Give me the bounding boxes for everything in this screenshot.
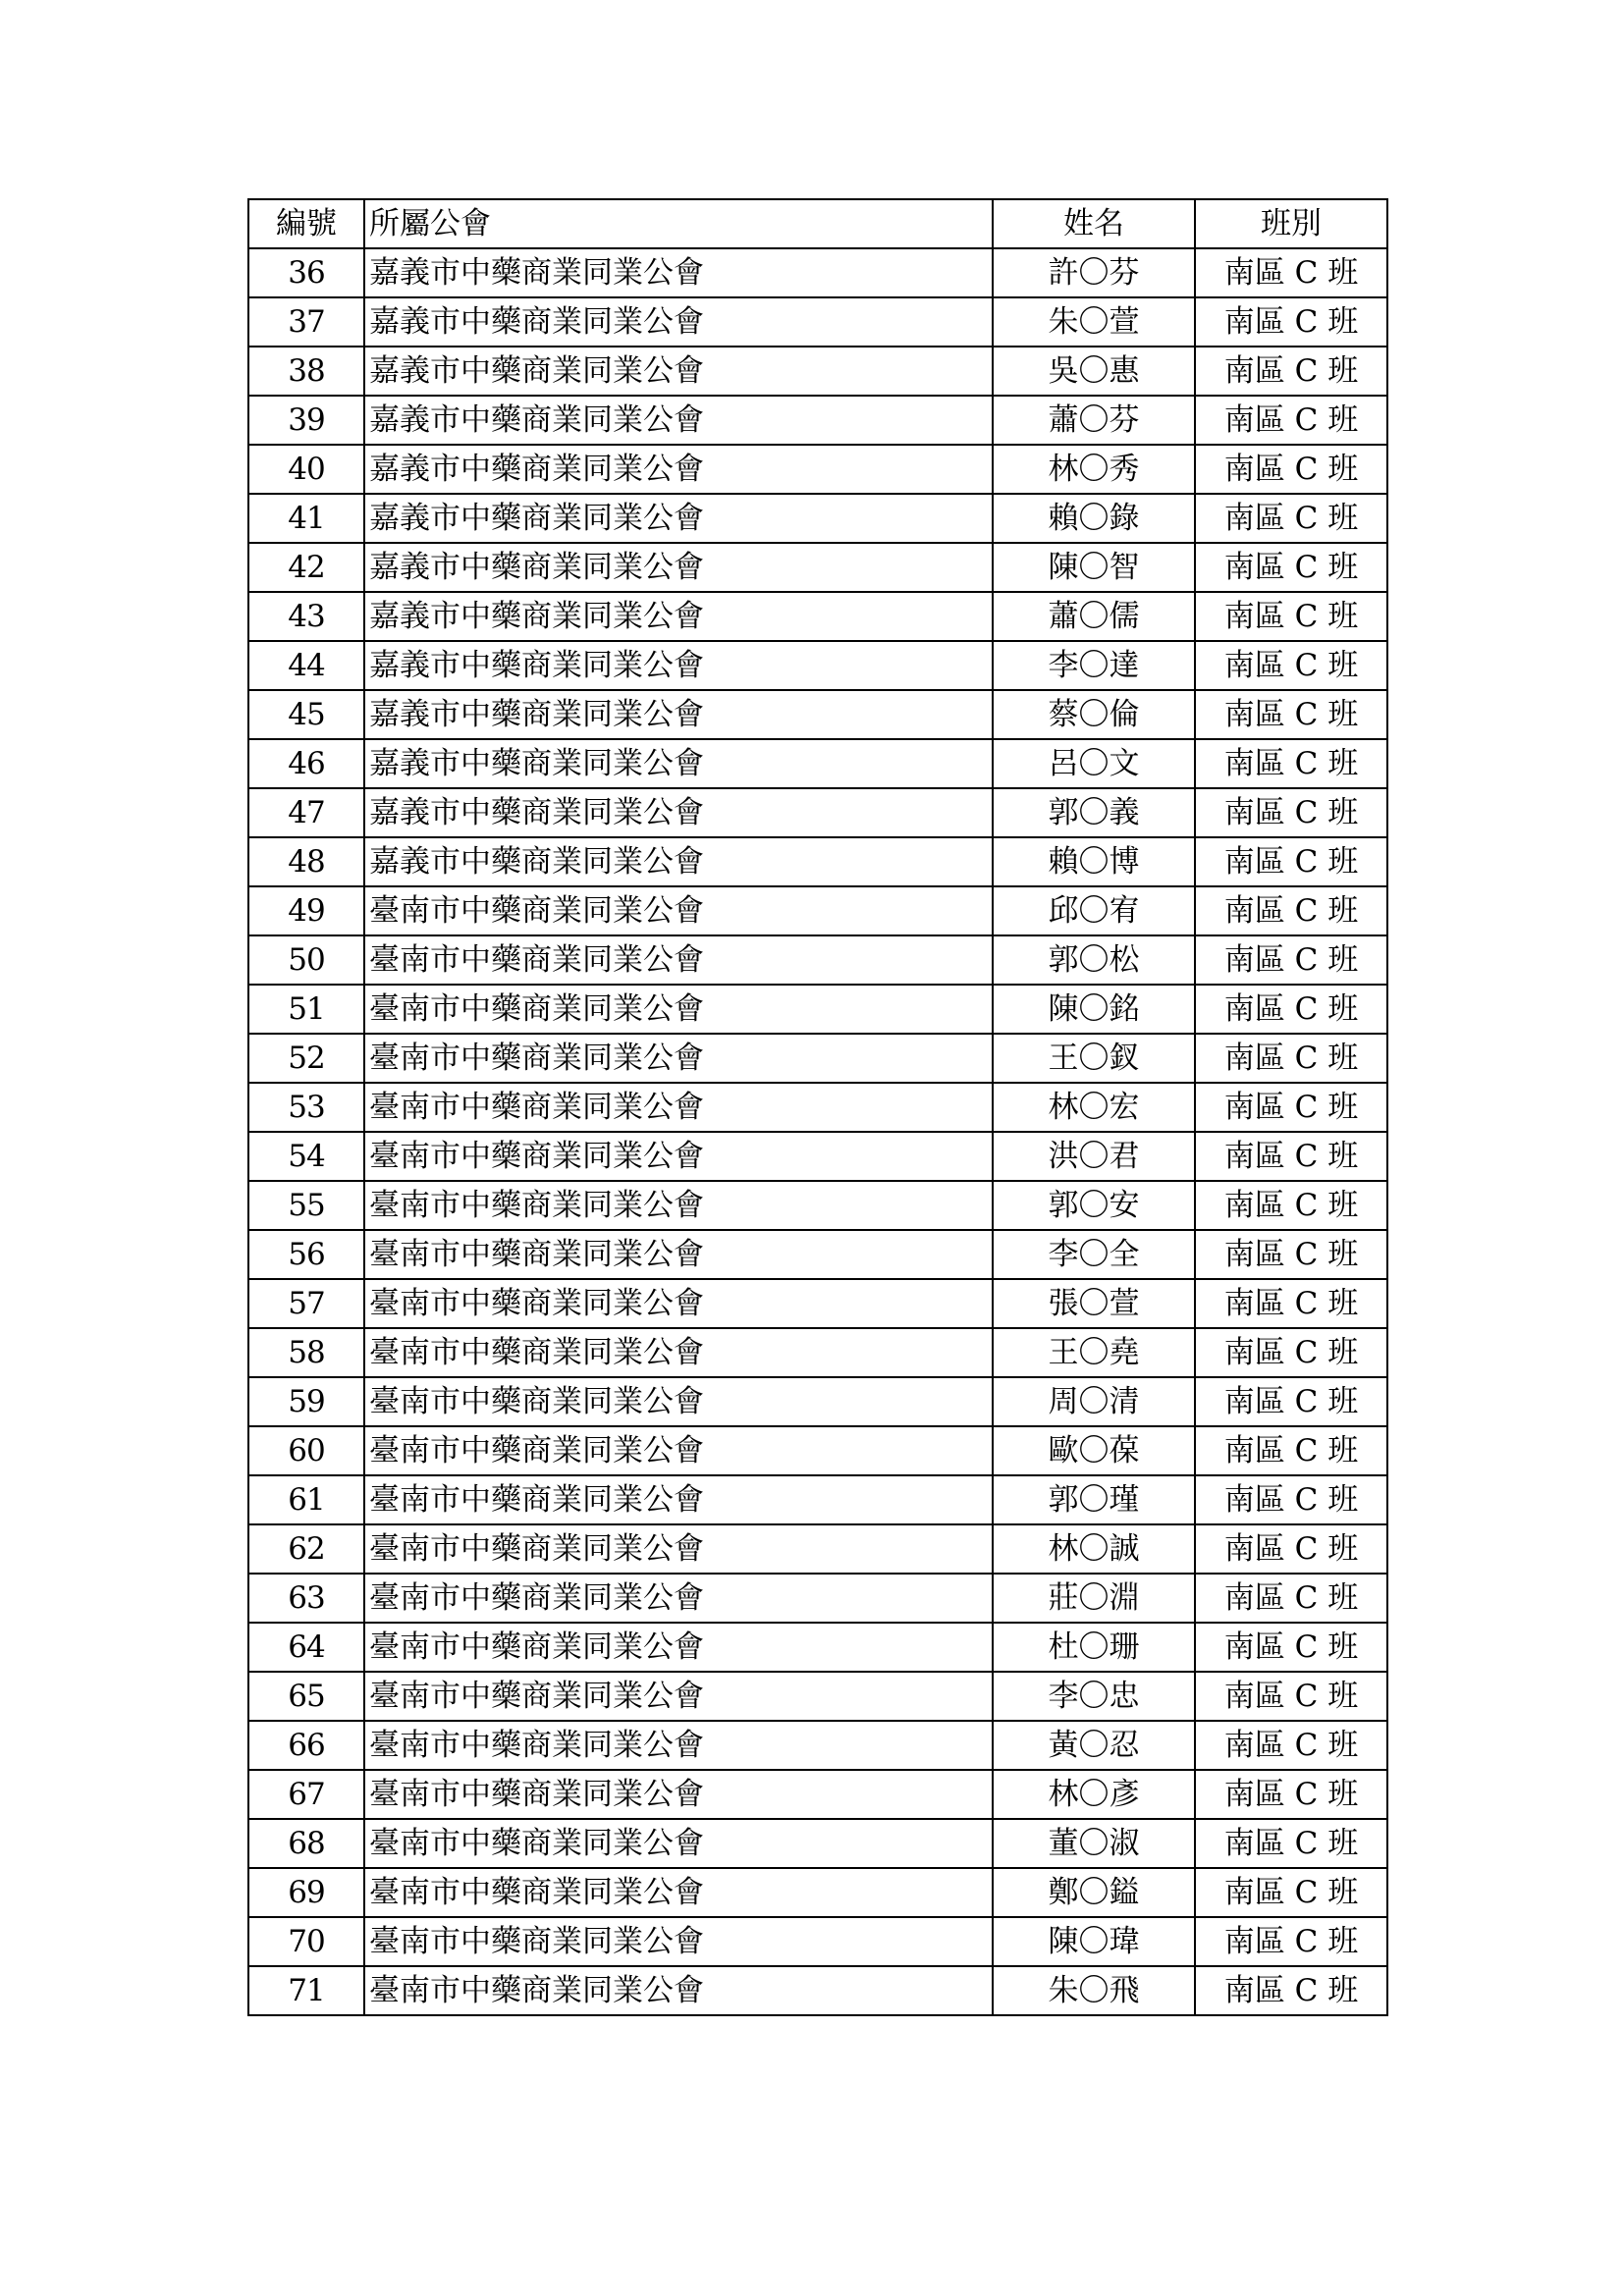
- cell-union: 嘉義市中藥商業同業公會: [364, 837, 993, 886]
- cell-class: 南區 C 班: [1195, 985, 1387, 1034]
- cell-union: 臺南市中藥商業同業公會: [364, 1770, 993, 1819]
- cell-union: 臺南市中藥商業同業公會: [364, 1966, 993, 2015]
- cell-no: 52: [248, 1034, 364, 1083]
- cell-no: 43: [248, 592, 364, 641]
- cell-union: 臺南市中藥商業同業公會: [364, 1328, 993, 1377]
- cell-no: 69: [248, 1868, 364, 1917]
- cell-class: 南區 C 班: [1195, 1083, 1387, 1132]
- cell-no: 68: [248, 1819, 364, 1868]
- cell-class: 南區 C 班: [1195, 1132, 1387, 1181]
- cell-no: 41: [248, 494, 364, 543]
- cell-class: 南區 C 班: [1195, 1328, 1387, 1377]
- header-class: 班別: [1195, 199, 1387, 248]
- cell-name: 王〇堯: [993, 1328, 1195, 1377]
- cell-class: 南區 C 班: [1195, 543, 1387, 592]
- cell-no: 46: [248, 739, 364, 788]
- cell-name: 朱〇萱: [993, 297, 1195, 347]
- table-row: [248, 1377, 1387, 1426]
- cell-name: 李〇全: [993, 1230, 1195, 1279]
- cell-no: 59: [248, 1377, 364, 1426]
- cell-class: 南區 C 班: [1195, 1034, 1387, 1083]
- cell-name: 王〇釵: [993, 1034, 1195, 1083]
- cell-name: 吳〇惠: [993, 347, 1195, 396]
- cell-no: 38: [248, 347, 364, 396]
- cell-no: 45: [248, 690, 364, 739]
- cell-name: 莊〇淵: [993, 1574, 1195, 1623]
- table-row: [248, 543, 1387, 592]
- cell-class: 南區 C 班: [1195, 592, 1387, 641]
- cell-union: 臺南市中藥商業同業公會: [364, 1230, 993, 1279]
- roster-table: [247, 198, 1388, 2016]
- cell-no: 40: [248, 445, 364, 494]
- table-row: [248, 445, 1387, 494]
- table-row: [248, 788, 1387, 837]
- cell-name: 許〇芬: [993, 248, 1195, 297]
- cell-class: 南區 C 班: [1195, 396, 1387, 445]
- cell-name: 張〇萱: [993, 1279, 1195, 1328]
- cell-union: 臺南市中藥商業同業公會: [364, 886, 993, 935]
- cell-class: 南區 C 班: [1195, 690, 1387, 739]
- cell-class: 南區 C 班: [1195, 1868, 1387, 1917]
- cell-class: 南區 C 班: [1195, 886, 1387, 935]
- cell-class: 南區 C 班: [1195, 1279, 1387, 1328]
- cell-name: 黃〇忍: [993, 1721, 1195, 1770]
- cell-name: 林〇宏: [993, 1083, 1195, 1132]
- cell-union: 臺南市中藥商業同業公會: [364, 935, 993, 985]
- cell-class: 南區 C 班: [1195, 1574, 1387, 1623]
- cell-union: 嘉義市中藥商業同業公會: [364, 347, 993, 396]
- cell-name: 李〇忠: [993, 1672, 1195, 1721]
- table-row: [248, 985, 1387, 1034]
- cell-class: 南區 C 班: [1195, 347, 1387, 396]
- table-row: [248, 1672, 1387, 1721]
- cell-no: 63: [248, 1574, 364, 1623]
- cell-union: 臺南市中藥商業同業公會: [364, 1574, 993, 1623]
- cell-name: 歐〇葆: [993, 1426, 1195, 1475]
- cell-union: 臺南市中藥商業同業公會: [364, 1377, 993, 1426]
- header-no: 編號: [248, 199, 364, 248]
- cell-no: 67: [248, 1770, 364, 1819]
- table-row: [248, 1770, 1387, 1819]
- table-row: [248, 297, 1387, 347]
- cell-class: 南區 C 班: [1195, 445, 1387, 494]
- table-body: [248, 248, 1387, 2015]
- cell-no: 51: [248, 985, 364, 1034]
- cell-no: 36: [248, 248, 364, 297]
- cell-union: 嘉義市中藥商業同業公會: [364, 396, 993, 445]
- table-row: [248, 1181, 1387, 1230]
- table-row: [248, 248, 1387, 297]
- cell-class: 南區 C 班: [1195, 641, 1387, 690]
- table-row: [248, 1574, 1387, 1623]
- cell-class: 南區 C 班: [1195, 1623, 1387, 1672]
- cell-name: 呂〇文: [993, 739, 1195, 788]
- cell-no: 70: [248, 1917, 364, 1966]
- table-row: [248, 1230, 1387, 1279]
- cell-union: 臺南市中藥商業同業公會: [364, 1034, 993, 1083]
- cell-name: 郭〇安: [993, 1181, 1195, 1230]
- cell-name: 李〇達: [993, 641, 1195, 690]
- cell-class: 南區 C 班: [1195, 837, 1387, 886]
- cell-name: 郭〇瑾: [993, 1475, 1195, 1524]
- cell-union: 嘉義市中藥商業同業公會: [364, 445, 993, 494]
- cell-class: 南區 C 班: [1195, 739, 1387, 788]
- table-row: [248, 641, 1387, 690]
- cell-no: 37: [248, 297, 364, 347]
- cell-union: 臺南市中藥商業同業公會: [364, 1623, 993, 1672]
- cell-name: 洪〇君: [993, 1132, 1195, 1181]
- cell-class: 南區 C 班: [1195, 1230, 1387, 1279]
- cell-name: 蔡〇倫: [993, 690, 1195, 739]
- table-row: [248, 396, 1387, 445]
- cell-name: 朱〇飛: [993, 1966, 1195, 2015]
- cell-class: 南區 C 班: [1195, 248, 1387, 297]
- table-row: [248, 690, 1387, 739]
- cell-union: 臺南市中藥商業同業公會: [364, 985, 993, 1034]
- cell-name: 賴〇博: [993, 837, 1195, 886]
- cell-union: 嘉義市中藥商業同業公會: [364, 543, 993, 592]
- table-row: [248, 1132, 1387, 1181]
- cell-class: 南區 C 班: [1195, 788, 1387, 837]
- cell-no: 56: [248, 1230, 364, 1279]
- cell-name: 鄭〇鎰: [993, 1868, 1195, 1917]
- cell-union: 臺南市中藥商業同業公會: [364, 1819, 993, 1868]
- cell-name: 郭〇義: [993, 788, 1195, 837]
- cell-union: 臺南市中藥商業同業公會: [364, 1917, 993, 1966]
- cell-class: 南區 C 班: [1195, 1426, 1387, 1475]
- cell-name: 邱〇宥: [993, 886, 1195, 935]
- cell-union: 臺南市中藥商業同業公會: [364, 1672, 993, 1721]
- cell-no: 39: [248, 396, 364, 445]
- cell-union: 臺南市中藥商業同業公會: [364, 1868, 993, 1917]
- cell-no: 64: [248, 1623, 364, 1672]
- cell-name: 郭〇松: [993, 935, 1195, 985]
- cell-no: 54: [248, 1132, 364, 1181]
- cell-union: 臺南市中藥商業同業公會: [364, 1279, 993, 1328]
- table-row: [248, 837, 1387, 886]
- cell-union: 嘉義市中藥商業同業公會: [364, 739, 993, 788]
- table-row: [248, 1475, 1387, 1524]
- table-row: [248, 886, 1387, 935]
- cell-union: 嘉義市中藥商業同業公會: [364, 788, 993, 837]
- header-row: [248, 199, 1387, 248]
- header-union: 所屬公會: [364, 199, 993, 248]
- table-row: [248, 1623, 1387, 1672]
- cell-no: 58: [248, 1328, 364, 1377]
- cell-no: 57: [248, 1279, 364, 1328]
- cell-class: 南區 C 班: [1195, 1917, 1387, 1966]
- cell-no: 60: [248, 1426, 364, 1475]
- cell-no: 50: [248, 935, 364, 985]
- cell-no: 44: [248, 641, 364, 690]
- cell-union: 嘉義市中藥商業同業公會: [364, 248, 993, 297]
- table-row: [248, 1426, 1387, 1475]
- cell-class: 南區 C 班: [1195, 1377, 1387, 1426]
- cell-name: 蕭〇儒: [993, 592, 1195, 641]
- cell-union: 臺南市中藥商業同業公會: [364, 1475, 993, 1524]
- cell-name: 陳〇瑋: [993, 1917, 1195, 1966]
- cell-union: 嘉義市中藥商業同業公會: [364, 494, 993, 543]
- cell-union: 臺南市中藥商業同業公會: [364, 1721, 993, 1770]
- cell-name: 林〇誠: [993, 1524, 1195, 1574]
- table-row: [248, 592, 1387, 641]
- table-row: [248, 1328, 1387, 1377]
- cell-class: 南區 C 班: [1195, 1770, 1387, 1819]
- cell-no: 49: [248, 886, 364, 935]
- table-row: [248, 1721, 1387, 1770]
- cell-class: 南區 C 班: [1195, 1721, 1387, 1770]
- cell-class: 南區 C 班: [1195, 1524, 1387, 1574]
- cell-class: 南區 C 班: [1195, 1966, 1387, 2015]
- cell-union: 臺南市中藥商業同業公會: [364, 1181, 993, 1230]
- cell-name: 陳〇銘: [993, 985, 1195, 1034]
- table-row: [248, 1034, 1387, 1083]
- cell-union: 臺南市中藥商業同業公會: [364, 1132, 993, 1181]
- table-row: [248, 494, 1387, 543]
- table-row: [248, 1917, 1387, 1966]
- cell-union: 嘉義市中藥商業同業公會: [364, 297, 993, 347]
- table-row: [248, 1819, 1387, 1868]
- cell-name: 林〇秀: [993, 445, 1195, 494]
- cell-class: 南區 C 班: [1195, 297, 1387, 347]
- cell-name: 董〇淑: [993, 1819, 1195, 1868]
- cell-union: 臺南市中藥商業同業公會: [364, 1083, 993, 1132]
- cell-class: 南區 C 班: [1195, 1181, 1387, 1230]
- cell-no: 66: [248, 1721, 364, 1770]
- cell-union: 臺南市中藥商業同業公會: [364, 1524, 993, 1574]
- cell-name: 杜〇珊: [993, 1623, 1195, 1672]
- cell-class: 南區 C 班: [1195, 935, 1387, 985]
- cell-class: 南區 C 班: [1195, 1819, 1387, 1868]
- cell-no: 48: [248, 837, 364, 886]
- table-row: [248, 935, 1387, 985]
- cell-union: 臺南市中藥商業同業公會: [364, 1426, 993, 1475]
- cell-class: 南區 C 班: [1195, 1672, 1387, 1721]
- cell-no: 53: [248, 1083, 364, 1132]
- cell-no: 62: [248, 1524, 364, 1574]
- table-header: [248, 199, 1387, 248]
- table-row: [248, 1524, 1387, 1574]
- table-row: [248, 1868, 1387, 1917]
- cell-union: 嘉義市中藥商業同業公會: [364, 592, 993, 641]
- cell-class: 南區 C 班: [1195, 494, 1387, 543]
- cell-union: 嘉義市中藥商業同業公會: [364, 690, 993, 739]
- cell-no: 71: [248, 1966, 364, 2015]
- table-row: [248, 739, 1387, 788]
- cell-name: 林〇彥: [993, 1770, 1195, 1819]
- header-name: 姓名: [993, 199, 1195, 248]
- cell-name: 賴〇錄: [993, 494, 1195, 543]
- cell-name: 蕭〇芬: [993, 396, 1195, 445]
- cell-class: 南區 C 班: [1195, 1475, 1387, 1524]
- cell-no: 55: [248, 1181, 364, 1230]
- table-row: [248, 1083, 1387, 1132]
- cell-no: 42: [248, 543, 364, 592]
- cell-name: 周〇清: [993, 1377, 1195, 1426]
- table-row: [248, 1966, 1387, 2015]
- table-row: [248, 347, 1387, 396]
- cell-no: 61: [248, 1475, 364, 1524]
- cell-union: 嘉義市中藥商業同業公會: [364, 641, 993, 690]
- cell-name: 陳〇智: [993, 543, 1195, 592]
- cell-no: 47: [248, 788, 364, 837]
- table-row: [248, 1279, 1387, 1328]
- cell-no: 65: [248, 1672, 364, 1721]
